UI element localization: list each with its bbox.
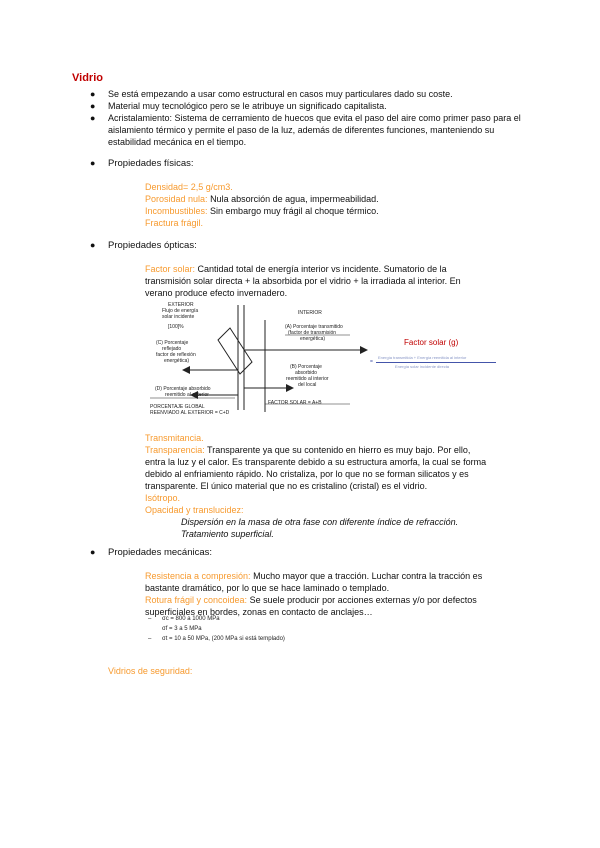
factor-solar-diagram: EXTERIOR Flujo de energía solar incidente [100]% (C) Porcentaje reflejado factor de reflexión energética) (D) Porcentaje absorbido reemitido al exterior PORCENTAJE GLOBAL REENVIADO AL EXTERIOR = C+D INTERIOR (A) Porcentaje transmitido (factor de transmisión energética) (B) Porcentaje absorbido reemitido al interior del local FACTOR SOLAR = A+B Factor solar (g) = Energía transmitida + Energía reemitida al interior Energía solar incidente directa	[140, 300, 505, 422]
fisicas-block	[145, 181, 505, 229]
porosidad-line: Porosidad nula: Nula absorción de agua, impermeabilidad.	[145, 194, 379, 204]
arrow-head	[182, 366, 190, 374]
list-item: ● Acristalamiento: Sistema de cerramiento de huecos que evita el paso del aire como primer paso para el aislamiento térmico y permite el paso de la luz, además de diferentes funciones, manteniendo su estabilidad mecánica en el tiempo.	[90, 113, 521, 147]
bullet-icon: ●	[90, 158, 96, 168]
section-heading-mecanicas: ● Propiedades mecánicas:	[90, 547, 213, 558]
document-title: Vidrio	[72, 72, 103, 84]
bullet-icon: ●	[90, 101, 96, 111]
fraction-numerator: Energía transmitida + Energía reemitida al interior	[378, 355, 467, 360]
factor-solar-title: Factor solar (g)	[404, 338, 459, 347]
list-item: ● Material muy tecnológico pero se le atribuye un significado capitalista.	[90, 101, 387, 111]
formula-item: – σc = 800 a 1000 MPa	[148, 616, 220, 622]
vidrios-seguridad-heading: Vidrios de seguridad:	[108, 666, 193, 676]
formula-item: σf = 3 a 5 MPa	[162, 626, 202, 632]
section-heading-fisicas: ● Propiedades físicas:	[90, 158, 194, 169]
label-exterior: EXTERIOR	[168, 302, 194, 308]
densidad-line: Densidad= 2,5 g/cm3.	[145, 182, 233, 192]
list-item: ● Se está empezando a usar como estructural en casos muy particulares dado su coste.	[90, 89, 453, 99]
arrow-head	[360, 346, 368, 354]
formula-item: – σt = 10 a 50 MPa, (200 MPa si está templado)	[148, 636, 285, 642]
intro-list	[90, 88, 530, 148]
arrow-head	[286, 384, 294, 392]
bullet-icon: ●	[90, 240, 96, 250]
factor-solar-block: Factor solar: Cantidad total de energía interior vs incidente. Sumatorio de la transmisión solar directa + la absorbida por el vidrio + la irradiada al interior. En verano produce efecto invernadero.	[145, 264, 461, 298]
mecanicas-block: Resistencia a compresión: Mucho mayor que a tracción. Luchar contra la tracción es bastante dramático, por lo que se hace laminado o templado. Rotura frágil y concoidea: Se suele producir por acciones externas y/o por defectos superficiales en bordes, zonas en contacto de anclajes…	[145, 571, 483, 617]
incident-beam	[218, 328, 252, 374]
incombustibles-line: Incombustibles: Sin embargo muy frágil al choque térmico.	[145, 206, 379, 216]
factor-solar-formula: FACTOR SOLAR = A+B	[268, 400, 322, 406]
section-heading-opticas: ● Propiedades ópticas:	[90, 240, 197, 251]
fractura-line: Fractura frágil.	[145, 218, 204, 228]
fraction-bar	[376, 362, 496, 363]
bullet-icon: ●	[90, 89, 96, 99]
fraction-denominator: Energía solar incidente directa	[395, 364, 450, 369]
label-interior: INTERIOR	[298, 310, 322, 316]
bullet-icon: ●	[90, 113, 96, 123]
strength-formulas	[148, 614, 285, 644]
bullet-icon: ●	[90, 547, 96, 557]
transparencia-block: Transmitancia. Transparencia: Transparente ya que su contenido en hierro es muy bajo. Por ello, entra la luz y el calor. Es transparente debido a su estructura amorfa, la cual se forma debido al enfriamiento rápido. No cristaliza, por lo que no se forman silicatos y es transparente. El único material que no es cristalino (cristal) es el vidrio. Isótropo. Opacidad y translucidez: Dispersión en la masa de otra fase con diferente índice de refracción. Tratamiento superficial.	[145, 433, 487, 539]
